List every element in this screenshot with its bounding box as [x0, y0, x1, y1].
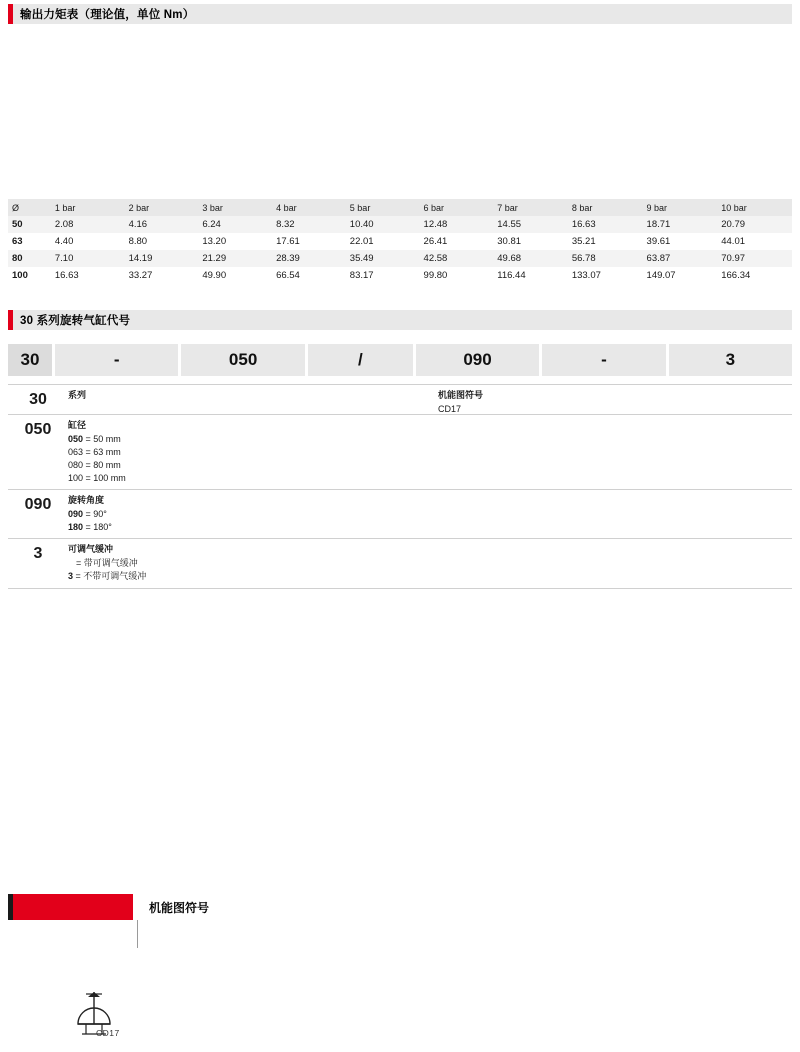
legend-option-code: 090: [68, 509, 84, 520]
torque-cell: 20.79: [721, 219, 746, 230]
torque-cell: 16.63: [571, 219, 596, 230]
legend-option-code: 080: [68, 460, 84, 471]
code-cell-slash: /: [308, 344, 413, 376]
legend-option: [68, 446, 792, 459]
torque-cell: 7.10: [54, 253, 74, 264]
torque-cell: 8.80: [128, 236, 148, 247]
torque-cell: 14.19: [128, 253, 153, 264]
legend-option: [68, 570, 792, 583]
legend-label: 旋转角度: [68, 495, 105, 506]
torque-cell: 28.39: [276, 253, 300, 264]
torque-table-body: [8, 216, 792, 284]
torque-header-row: [8, 199, 792, 216]
torque-table-head: [8, 199, 792, 216]
torque-cell: 66.54: [276, 270, 300, 281]
legend-option-code: 3: [68, 571, 74, 582]
torque-cell: 133.07: [571, 270, 601, 281]
torque-section-title: 输出力矩表（理论值，单位 Nm）: [20, 9, 195, 21]
legend-option-text: = 90°: [83, 509, 107, 520]
legend-body: [68, 419, 792, 485]
torque-header-9bar: 9 bar: [643, 199, 718, 216]
torque-cell: 35.21: [571, 236, 596, 247]
torque-cell: 4.16: [128, 219, 148, 230]
torque-cell: 99.80: [423, 270, 448, 281]
torque-cell: 56.78: [571, 253, 596, 264]
table-row: [8, 233, 792, 250]
legend-label: 缸径: [68, 420, 87, 430]
torque-section-header: [8, 4, 792, 24]
symbol-header-rule: [8, 920, 138, 948]
legend-row-cushion: [8, 539, 792, 588]
torque-table: [8, 199, 792, 284]
torque-cell-diameter: 80: [12, 253, 23, 264]
torque-cell: 26.41: [423, 236, 448, 247]
torque-cell: 16.63: [54, 270, 79, 281]
torque-cell: 12.48: [423, 219, 448, 230]
legend-option: [68, 557, 792, 570]
torque-cell: 17.61: [276, 236, 300, 247]
legend-option: [68, 508, 792, 521]
torque-cell-diameter: 50: [12, 219, 23, 230]
torque-cell: 42.58: [423, 253, 448, 264]
legend-row-series: [8, 385, 792, 415]
torque-cell-diameter: 100: [12, 270, 28, 281]
torque-cell: 4.40: [54, 236, 74, 247]
legend-option: [68, 472, 792, 485]
legend-option-code: 180: [68, 522, 84, 533]
legend-option-text: = 带可调气缓冲: [76, 558, 138, 569]
torque-header-2bar: 2 bar: [125, 199, 199, 216]
legend-row-angle: [8, 490, 792, 539]
legend-symbol-label: 机能图符号: [438, 390, 484, 400]
torque-cell: 49.90: [202, 270, 227, 281]
legend-key: 30: [29, 391, 47, 408]
torque-cell: 63.87: [646, 253, 671, 264]
code-cell-cushion: 3: [669, 344, 792, 376]
symbol-section: [8, 894, 792, 1038]
torque-header-6bar: 6 bar: [420, 199, 494, 216]
legend-key: 050: [24, 421, 52, 438]
code-cell-angle: 090: [416, 344, 539, 376]
code-cell-dash-2: -: [542, 344, 665, 376]
legend-option-text: = 100 mm: [83, 473, 126, 484]
legend-option-code: 100: [68, 473, 84, 484]
torque-header-8bar: 8 bar: [568, 199, 643, 216]
torque-cell: 21.29: [202, 253, 227, 264]
symbol-section-title: 机能图符号: [149, 900, 210, 915]
torque-cell: 83.17: [349, 270, 374, 281]
torque-cell: 13.20: [202, 236, 227, 247]
legend-row-bore: [8, 415, 792, 490]
torque-cell: 10.40: [349, 219, 374, 230]
torque-cell: 22.01: [349, 236, 374, 247]
symbol-code-label: CD17: [96, 1028, 120, 1038]
torque-cell: 149.07: [646, 270, 676, 281]
torque-cell: 14.55: [497, 219, 522, 230]
legend-option-text: = 80 mm: [83, 460, 121, 471]
legend-key: 090: [24, 496, 52, 514]
legend-option-code: 050: [68, 434, 84, 445]
torque-cell: 166.34: [721, 270, 751, 281]
table-row: [8, 250, 792, 267]
symbol-section-header: [8, 894, 792, 920]
legend-symbol-code: CD17: [438, 403, 462, 414]
torque-cell: 35.49: [349, 253, 374, 264]
legend-option-text: = 不带可调气缓冲: [73, 571, 147, 582]
torque-header-5bar: 5 bar: [346, 199, 420, 216]
torque-header-diameter: Ø: [8, 199, 51, 216]
legend-symbol-ref: [438, 389, 483, 416]
order-code-row: [8, 344, 792, 376]
legend-option: [68, 433, 792, 446]
order-code-legend: [8, 384, 792, 589]
torque-header-1bar: 1 bar: [51, 199, 125, 216]
legend-label: 系列: [68, 390, 87, 400]
torque-cell: 30.81: [497, 236, 522, 247]
table-row: [8, 216, 792, 233]
legend-option-text: = 63 mm: [83, 447, 121, 458]
code-cell-series: 30: [8, 344, 52, 376]
torque-cell: 2.08: [54, 219, 74, 230]
torque-cell: 6.24: [202, 219, 221, 230]
order-code-section-header: [8, 310, 792, 330]
legend-body: [68, 543, 792, 583]
torque-cell: 49.68: [497, 253, 522, 264]
legend-label: 可调气缓冲: [68, 544, 114, 555]
code-cell-bore: 050: [181, 344, 304, 376]
legend-body: [68, 389, 792, 410]
torque-cell: 18.71: [646, 219, 671, 230]
legend-key: 3: [33, 545, 43, 563]
code-cell-dash-1: -: [55, 344, 178, 376]
legend-option: [68, 521, 792, 534]
legend-body: [68, 494, 792, 534]
torque-cell: 70.97: [721, 253, 746, 264]
torque-header-10bar: 10 bar: [717, 199, 792, 216]
legend-option: [68, 459, 792, 472]
red-header-block: [8, 894, 133, 920]
torque-header-7bar: 7 bar: [493, 199, 568, 216]
legend-option-text: = 50 mm: [83, 434, 121, 445]
torque-header-4bar: 4 bar: [272, 199, 346, 216]
torque-cell: 44.01: [721, 236, 746, 247]
legend-option-code: 063: [68, 447, 84, 458]
torque-cell: 39.61: [646, 236, 671, 247]
legend-option-text: = 180°: [83, 522, 112, 533]
torque-header-3bar: 3 bar: [198, 199, 272, 216]
torque-table-wrapper: [8, 199, 792, 284]
table-row: [8, 267, 792, 284]
order-code-section-title: 30 系列旋转气缸代号: [20, 315, 131, 327]
torque-cell: 8.32: [276, 219, 295, 230]
torque-cell-diameter: 63: [12, 236, 23, 247]
torque-cell: 33.27: [128, 270, 153, 281]
torque-cell: 116.44: [497, 270, 526, 281]
